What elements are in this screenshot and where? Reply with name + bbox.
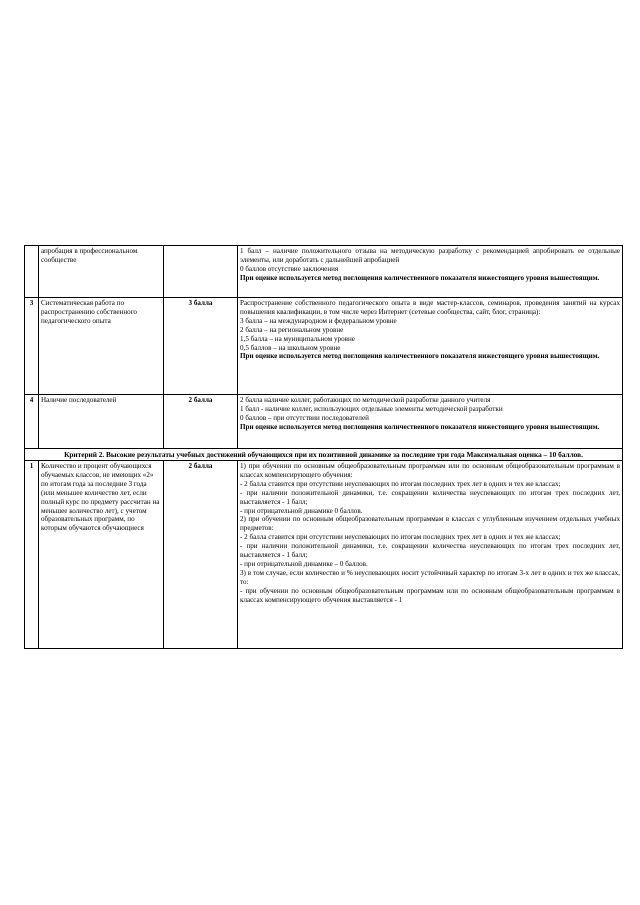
- criterion-name: апробация в профессиональном сообществе: [39, 246, 164, 298]
- desc-line: - при отрицательной динамике – 0 баллов.: [240, 559, 368, 568]
- desc-line: 1) при обучении по основным общеобразовательным программам или по основным общеобразовательным программам в классах компенсирующего обучения:: [240, 462, 620, 479]
- row-number: 3: [25, 298, 39, 395]
- row-number: 1: [25, 461, 39, 649]
- desc-line: - при наличии положительной динамики, т.е. сокращении количества неуспевающих по итогам трех последних лет, выставляется - 1 балл;: [240, 542, 620, 560]
- score-description: [238, 395, 623, 449]
- desc-line: При оценке используется метод поглощения количественного показателя нижестоящего уровня вышестоящим.: [240, 422, 600, 431]
- desc-line: 2 балла наличие коллег, работающих по методической разработке данного учителя: [240, 396, 491, 404]
- max-score: 2 балла: [164, 395, 238, 449]
- row-number: [25, 246, 39, 298]
- criterion-section-title: Критерий 2. Высокие результаты учебных достижений обучающихся при их позитивной динамике за последние три года Максимальная оценка – 10 баллов.: [25, 449, 623, 461]
- desc-line: 2 балла – на региональном уровне: [240, 325, 344, 334]
- table-row: [25, 461, 623, 649]
- desc-line: 1 балл - наличие коллег, использующих отдельные элементы методической разработки: [240, 404, 503, 413]
- max-score: 3 балла: [164, 298, 238, 395]
- desc-line: - 2 балла ставится при отсутствии неуспевающих по итогам последних трех лет в одних и тех же классах;: [240, 479, 561, 488]
- max-score: 2 балла: [164, 461, 238, 649]
- desc-line: При оценке используется метод поглощения количественного показателя нижестоящего уровня вышестоящим.: [240, 352, 600, 361]
- desc-line: - 2 балла ставится при отсутствии неуспевающих по итогам последних трех лет в одних и тех же классах;: [240, 533, 561, 542]
- table-row: [25, 298, 623, 395]
- table-row: [25, 246, 623, 298]
- criterion-name: Наличие последователей: [39, 395, 164, 449]
- criteria-table: [24, 245, 623, 649]
- desc-line: Распространение собственного педагогического опыта в виде мастер-классов, семинаров, проведения занятий на курсах повышения квалификации, в том числе через Интернет (сетевые сообщества, сайт, блог, страница):: [240, 299, 620, 316]
- criterion-name: Систематическая работа по распространению собственного педагогического опыта: [39, 298, 164, 395]
- desc-line: 3 балла – на международном и федеральном уровне: [240, 316, 397, 325]
- desc-line: 0 баллов отсутствие заключения: [240, 264, 339, 273]
- desc-line: - при отрицательной динамике 0 баллов.: [240, 506, 363, 515]
- max-score: [164, 246, 238, 298]
- criterion-name: Количество и процент обучающихся обучаемых классов, не имеющих «2» по итогам года за последние 3 года (или меньшее количество лет, если полный курс по предмету рассчитан на меньшее количество лет), с учетом образовательных программ, по которым обучаются обучающиеся: [39, 461, 164, 649]
- score-description: [238, 298, 623, 395]
- desc-line: 0 баллов – при отсутствии последователей: [240, 413, 369, 422]
- desc-line: 1 балл – наличие положительного отзыва на методическую разработку с рекомендацией апробировать ее отдельные элементы, или доработать с дальнейшей апробацией: [240, 247, 620, 264]
- score-description: [238, 246, 623, 298]
- desc-line: 1,5 балла – на муниципальном уровне: [240, 334, 355, 343]
- desc-line: - при обучении по основным общеобразовательным программам или по основным общеобразовательным программам в классах компенсирующего обучения выставляется - 1: [240, 586, 620, 604]
- desc-line: 2) при обучении по основным общеобразовательным программам в классах с углубленным изучением отдельных учебных предметов:: [240, 515, 620, 533]
- desc-line: 0,5 баллов – на школьном уровне: [240, 343, 341, 352]
- score-description: [238, 461, 623, 649]
- criteria-document: [24, 245, 623, 649]
- table-row: [25, 395, 623, 449]
- row-number: 4: [25, 395, 39, 449]
- desc-line: 3) в том случае, если количество и % неуспевающих носит устойчивый характер по итогам 3-х лет в одних и тех же классах, то:: [240, 568, 620, 586]
- desc-line: - при наличии положительной динамики, т.е. сокращении количества неуспевающих по итогам трех последних лет, выставляется - 1 балл;: [240, 488, 620, 506]
- desc-line: При оценке используется метод поглощения количественного показателя нижестоящего уровня вышестоящим.: [240, 273, 600, 282]
- section-header-row: [25, 449, 623, 461]
